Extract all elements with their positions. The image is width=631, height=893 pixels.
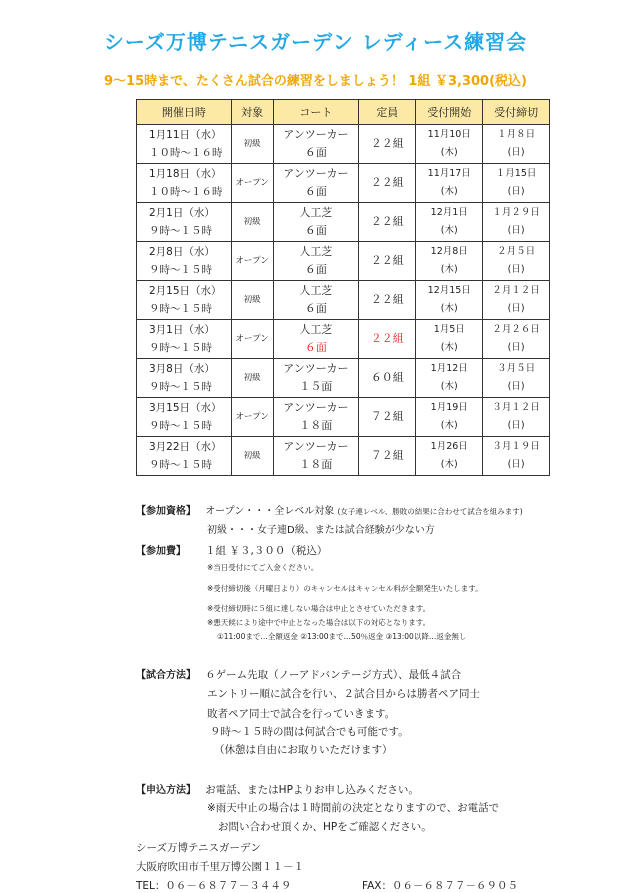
row-close — [483, 242, 550, 281]
open-date: 11月10日 — [427, 129, 471, 140]
court-type: アンツーカー — [283, 440, 349, 453]
open-date: 12月15日 — [427, 285, 471, 296]
apply-line: ※雨天中止の場合は１時間前の決定となりますので、お電話で — [207, 802, 500, 814]
row-close — [483, 398, 550, 437]
table-row — [137, 125, 550, 164]
table-row — [137, 242, 550, 281]
time-text: ９時～１５時 — [149, 264, 212, 276]
row-capacity: ７２組 — [359, 398, 416, 437]
open-date: 11月17日 — [427, 168, 471, 179]
method-section — [136, 666, 461, 682]
row-date — [137, 398, 232, 437]
row-close — [483, 281, 550, 320]
row-capacity: ７２組 — [359, 437, 416, 476]
time-text: １０時～１６時 — [149, 147, 223, 159]
row-court — [273, 203, 359, 242]
fee-amount: １組 ￥３,３００（税込） — [205, 545, 328, 557]
apply-section — [136, 781, 419, 797]
open-day: (木) — [440, 264, 458, 275]
close-date: １月８日 — [497, 129, 536, 140]
schedule-table — [136, 99, 550, 476]
apply-label: 【申込方法】 — [136, 785, 196, 796]
row-date — [137, 125, 232, 164]
row-target: 初級 — [231, 125, 273, 164]
open-day: (木) — [440, 147, 458, 158]
qualification-label: 【参加資格】 — [136, 506, 196, 517]
open-day: (木) — [440, 186, 458, 197]
row-court — [273, 359, 359, 398]
date-text: 3月22日（水） — [149, 441, 222, 453]
qualification-beginner: 初級・・・女子連D級、または試合経験が少ない方 — [207, 525, 435, 536]
row-capacity: ２２組 — [359, 281, 416, 320]
time-text: ９時～１５時 — [149, 381, 212, 393]
open-date: 12月8日 — [430, 246, 468, 257]
date-text: 2月8日（水） — [149, 246, 215, 258]
close-day: (日) — [507, 342, 525, 353]
row-date — [137, 242, 232, 281]
row-target: オープン — [231, 398, 273, 437]
header-target: 対象 — [231, 100, 273, 125]
row-open — [416, 398, 483, 437]
date-text: 2月15日（水） — [149, 285, 222, 297]
row-court — [273, 242, 359, 281]
schedule-body — [137, 125, 550, 476]
fee-note: ※受付締切後（月曜日より）のキャンセルはキャンセル料が全額発生いたします。 — [207, 584, 483, 593]
date-text: 1月18日（水） — [149, 168, 222, 180]
row-date — [137, 281, 232, 320]
fee-note: ※当日受付にてご入金ください。 — [207, 563, 319, 572]
header-close: 受付締切 — [483, 100, 550, 125]
close-day: (日) — [507, 147, 525, 158]
row-close — [483, 359, 550, 398]
close-date: ２月１２日 — [492, 285, 540, 296]
court-type: 人工芝 — [299, 245, 333, 258]
time-text: ９時～１５時 — [149, 225, 212, 237]
row-close — [483, 164, 550, 203]
fee-note: ※受付締切時に５組に達しない場合は中止とさせていただきます。 — [207, 604, 431, 613]
row-open — [416, 320, 483, 359]
close-date: １月２９日 — [492, 207, 540, 218]
row-close — [483, 437, 550, 476]
court-count: １５面 — [299, 380, 333, 393]
contact-name: シーズ万博テニスガーデン — [136, 842, 261, 854]
row-date — [137, 359, 232, 398]
court-type: アンツーカー — [283, 401, 349, 414]
open-date: 1月5日 — [433, 324, 465, 335]
fee-label: 【参加費】 — [136, 546, 186, 557]
close-date: ３月１２日 — [492, 402, 540, 413]
row-target: 初級 — [231, 437, 273, 476]
open-day: (木) — [440, 381, 458, 392]
row-capacity: ２２組 — [359, 242, 416, 281]
court-type: アンツーカー — [283, 167, 349, 180]
court-count: １８面 — [299, 458, 333, 471]
row-target: 初級 — [231, 281, 273, 320]
court-type: 人工芝 — [299, 323, 333, 336]
method-line: 敗者ペア同士で試合を行っていきます。 — [207, 708, 396, 720]
row-target: 初級 — [231, 203, 273, 242]
method-line: エントリー順に試合を行い、２試合目からは勝者ペア同士 — [207, 688, 480, 700]
page-subtitle: 9～15時まで、たくさん試合の練習をしましょう！ 1組 ￥3,300(税込) — [104, 74, 527, 89]
method-label: 【試合方法】 — [136, 670, 196, 681]
time-text: ９時～１５時 — [149, 342, 212, 354]
row-court — [273, 164, 359, 203]
row-close — [483, 320, 550, 359]
qualification-section — [136, 502, 523, 517]
fee-section — [136, 542, 327, 558]
open-date: 1月19日 — [430, 402, 468, 413]
header-open: 受付開始 — [416, 100, 483, 125]
row-open — [416, 437, 483, 476]
open-date: 12月1日 — [430, 207, 468, 218]
date-text: 1月11日（水） — [149, 129, 222, 141]
row-open — [416, 125, 483, 164]
row-close — [483, 125, 550, 164]
table-row — [137, 203, 550, 242]
date-text: 3月15日（水） — [149, 402, 222, 414]
row-target: オープン — [231, 320, 273, 359]
fee-note: ※悪天候により途中で中止となった場合は以下の対応となります。 — [207, 618, 431, 627]
apply-line: お電話、またはHPよりお申し込みください。 — [205, 784, 419, 796]
close-day: (日) — [507, 459, 525, 470]
row-close — [483, 203, 550, 242]
close-date: ２月５日 — [497, 246, 536, 257]
court-count: ６面 — [304, 263, 327, 276]
court-count: ６面 — [304, 341, 327, 354]
header-court: コート — [273, 100, 359, 125]
method-line: ６ゲーム先取（ノーアドバンテージ方式）、最低４試合 — [205, 669, 462, 681]
time-text: ９時～１５時 — [149, 420, 212, 432]
apply-line: お問い合わせ頂くか、HPをご確認ください。 — [218, 821, 432, 833]
contact-tel: TEL：０６－６８７７－３４４９ — [136, 880, 292, 892]
row-open — [416, 164, 483, 203]
row-court — [273, 398, 359, 437]
row-date — [137, 164, 232, 203]
court-count: ６面 — [304, 185, 327, 198]
row-capacity: ２２組 — [359, 203, 416, 242]
table-row — [137, 398, 550, 437]
header-capacity: 定員 — [359, 100, 416, 125]
row-court — [273, 125, 359, 164]
table-row — [137, 359, 550, 398]
contact-address: 大阪府吹田市千里万博公園１１－１ — [136, 861, 304, 873]
row-capacity: ６０組 — [359, 359, 416, 398]
row-target: オープン — [231, 242, 273, 281]
row-capacity: ２２組 — [359, 164, 416, 203]
date-text: 3月8日（水） — [149, 363, 215, 375]
row-open — [416, 281, 483, 320]
table-row — [137, 320, 550, 359]
court-count: ６面 — [304, 302, 327, 315]
header-date: 開催日時 — [137, 100, 232, 125]
row-court — [273, 281, 359, 320]
close-day: (日) — [507, 420, 525, 431]
open-date: 1月12日 — [430, 363, 468, 374]
time-text: １０時～１６時 — [149, 186, 223, 198]
open-day: (木) — [440, 459, 458, 470]
close-date: ２月２６日 — [492, 324, 540, 335]
row-capacity: ２２組 — [359, 320, 416, 359]
row-court — [273, 320, 359, 359]
qualification-open-note: (女子連レベル、勝敗の結果に合わせて試合を組みます) — [337, 507, 523, 516]
date-text: 3月1日（水） — [149, 324, 215, 336]
open-date: 1月26日 — [430, 441, 468, 452]
close-day: (日) — [507, 225, 525, 236]
row-date — [137, 203, 232, 242]
contact-fax: FAX：０６－６８７７－６９０５ — [362, 880, 518, 892]
court-type: アンツーカー — [283, 128, 349, 141]
row-open — [416, 359, 483, 398]
open-day: (木) — [440, 342, 458, 353]
close-date: １月15日 — [495, 168, 537, 179]
open-day: (木) — [440, 225, 458, 236]
row-date — [137, 320, 232, 359]
table-row — [137, 437, 550, 476]
method-line: （休憩は自由にお取りいただけます） — [214, 744, 393, 756]
time-text: ９時～１５時 — [149, 303, 212, 315]
row-open — [416, 203, 483, 242]
date-text: 2月1日（水） — [149, 207, 215, 219]
court-type: 人工芝 — [299, 206, 333, 219]
court-type: アンツーカー — [283, 362, 349, 375]
close-date: ３月１９日 — [492, 441, 540, 452]
table-row — [137, 164, 550, 203]
row-target: オープン — [231, 164, 273, 203]
row-date — [137, 437, 232, 476]
court-count: ６面 — [304, 146, 327, 159]
close-day: (日) — [507, 303, 525, 314]
row-capacity: ２２組 — [359, 125, 416, 164]
row-target: 初級 — [231, 359, 273, 398]
court-count: １８面 — [299, 419, 333, 432]
close-day: (日) — [507, 381, 525, 392]
open-day: (木) — [440, 420, 458, 431]
row-court — [273, 437, 359, 476]
time-text: ９時～１５時 — [149, 459, 212, 471]
fee-note: ①11:00まで…全額返金 ②13:00まで…50％返金 ③13:00以降…返金無し — [217, 632, 467, 641]
open-day: (木) — [440, 303, 458, 314]
table-row — [137, 281, 550, 320]
close-date: ３月５日 — [497, 363, 536, 374]
page-title: シーズ万博テニスガーデン レディース練習会 — [103, 30, 528, 54]
method-line: ９時～１５時の間は何試合でも可能です。 — [210, 726, 409, 738]
court-count: ６面 — [304, 224, 327, 237]
close-day: (日) — [507, 264, 525, 275]
close-day: (日) — [507, 186, 525, 197]
row-open — [416, 242, 483, 281]
qualification-open: オープン・・・全レベル対象 — [205, 506, 335, 517]
table-header-row — [137, 100, 550, 125]
court-type: 人工芝 — [299, 284, 333, 297]
